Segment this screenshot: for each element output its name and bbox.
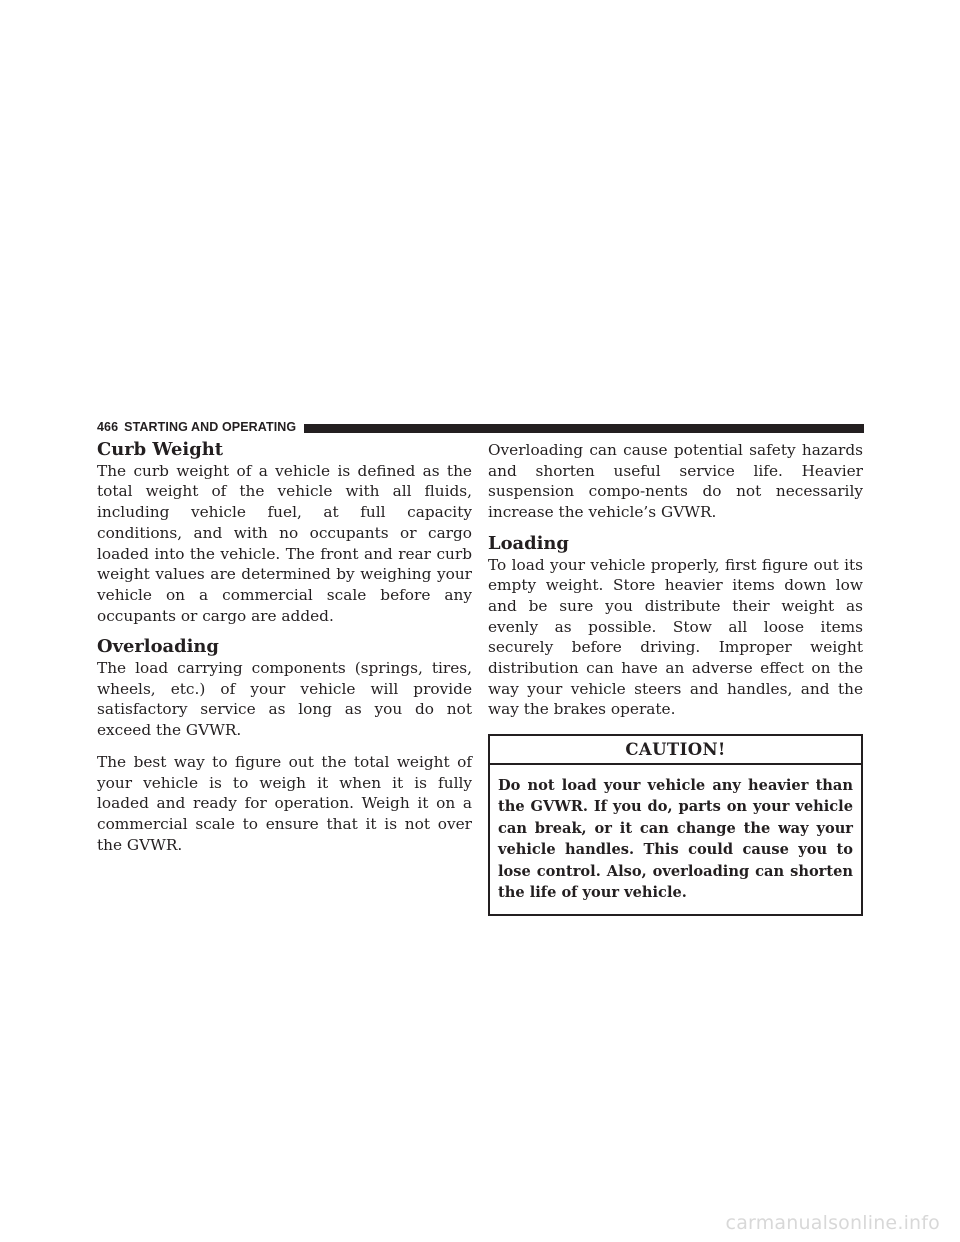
section-title: STARTING AND OPERATING: [124, 420, 297, 434]
overloading-paragraph-2: The best way to figure out the total weight of your vehicle is to weigh it when it is fully loaded and ready for operation. Weigh it on a commercial scale to ensure that it is not over the GVWR.: [97, 752, 472, 854]
overloading-paragraph-1: The load carrying components (springs, tires, wheels, etc.) of your vehicle will provide satisfactory service as long as you do not exceed the GVWR.: [97, 659, 472, 740]
watermark: carmanualsonline.info: [725, 1212, 940, 1234]
curb-weight-heading: Curb Weight: [97, 439, 224, 460]
overloading-heading: Overloading: [97, 636, 219, 658]
caution-body: Do not load your vehicle any heavier than the GVWR. If you do, parts on your vehicle can break, or it can change the way your vehicle handles. This could cause you to lose control. Also, overloading can shorten the life of your vehicle.: [498, 776, 853, 902]
curb-weight-paragraph: The curb weight of a vehicle is defined as the total weight of the vehicle with all fluids, including vehicle fuel, at full capacity conditions, and with no occupants or cargo loaded into the vehicle. The front and rear curb weight values are determined by weighing your vehicle on a commercial scale before any occupants or cargo are added.: [97, 461, 472, 625]
right-column: [488, 440, 863, 916]
header-rule: [304, 424, 864, 433]
left-column: [97, 440, 472, 866]
page-header: [97, 419, 864, 436]
page-number: 466: [97, 420, 119, 434]
caution-title: CAUTION!: [490, 736, 861, 765]
overloading-hazards-paragraph: Overloading can cause potential safety hazards and shorten useful service life. Heavier suspension compo-nents do not necessarily increase the vehicle’s GVWR.: [488, 441, 863, 522]
loading-paragraph: To load your vehicle properly, first figure out its empty weight. Store heavier items down low and be sure you distribute their weight as evenly as possible. Stow all loose items securely before driving. Improper weight distribution can have an adverse effect on the way your vehicle steers and handles, and the way the brakes operate.: [488, 555, 863, 719]
caution-box: [488, 734, 863, 916]
loading-heading: Loading: [488, 532, 569, 554]
